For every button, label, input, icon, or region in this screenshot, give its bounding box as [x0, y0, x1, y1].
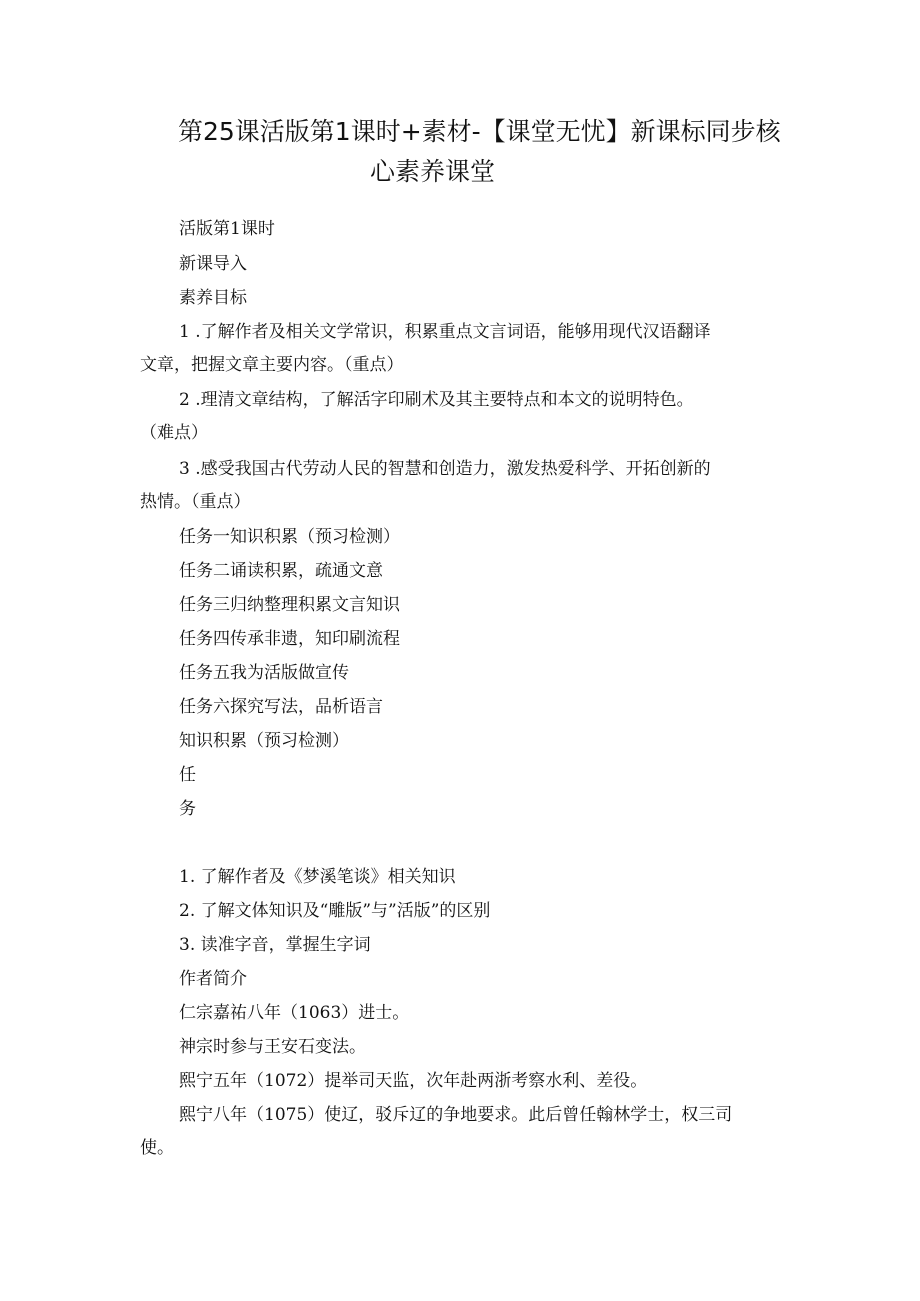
bio-line-4 — [140, 1099, 780, 1165]
list-item-2: 2. 了解文体知识及“雕版”与”活版”的区别 — [179, 901, 491, 921]
task-item-4: 任务四传承非遗，知印刷流程 — [179, 629, 400, 649]
goal-item-3 — [140, 453, 780, 519]
goal-item-1 — [140, 316, 780, 382]
goal-item-3-line-2: 热情。（重点） — [140, 492, 251, 512]
title-line-1: 第25课活版第1课时+素材-【课堂无忧】新课标同步核 — [178, 117, 781, 146]
task-item-6: 任务六探究写法，品析语言 — [179, 697, 383, 717]
task-label-char-2: 务 — [179, 799, 196, 819]
goal-item-1-line-1: 1 .了解作者及相关文学常识，积累重点文言词语，能够用现代汉语翻译 — [179, 322, 711, 342]
list-item-1: 1. 了解作者及《梦溪笔谈》相关知识 — [179, 867, 456, 887]
title-line-2: 心素养课堂 — [370, 157, 496, 186]
section-goals: 素养目标 — [179, 288, 247, 308]
task-label-char-1: 任 — [179, 765, 196, 785]
task-item-1: 任务一知识积累（预习检测） — [179, 527, 400, 547]
bio-line-4-part-1: 熙宁八年（1075）使辽，驳斥辽的争地要求。此后曾任翰林学士，权三司 — [179, 1105, 733, 1125]
document-title — [140, 112, 800, 192]
task-item-2: 任务二诵读积累，疏通文意 — [179, 561, 383, 581]
bio-line-4-part-2: 使。 — [140, 1138, 174, 1158]
bio-line-1: 仁宗嘉祐八年（1063）进士。 — [179, 1003, 410, 1023]
task-item-5: 任务五我为活版做宣传 — [179, 663, 349, 683]
section-knowledge: 知识积累（预习检测） — [179, 731, 349, 751]
goal-item-2-line-2: （难点） — [140, 423, 208, 443]
section-intro: 新课导入 — [179, 254, 247, 274]
list-item-3: 3. 读准字音，掌握生字词 — [179, 935, 371, 955]
goal-item-1-line-2: 文章，把握文章主要内容。（重点） — [140, 355, 404, 375]
goal-item-3-line-1: 3 .感受我国古代劳动人民的智慧和创造力，激发热爱科学、开拓创新的 — [179, 459, 711, 479]
lesson-heading: 活版第1课时 — [179, 219, 275, 239]
bio-line-2: 神宗时参与王安石变法。 — [179, 1037, 366, 1057]
bio-line-3: 熙宁五年（1072）提举司天监，次年赴两浙考察水利、差役。 — [179, 1071, 648, 1091]
section-author: 作者简介 — [179, 969, 247, 989]
task-item-3: 任务三归纳整理积累文言知识 — [179, 595, 400, 615]
goal-item-2-line-1: 2 .理清文章结构，了解活字印刷术及其主要特点和本文的说明特色。 — [179, 390, 694, 410]
goal-item-2 — [140, 384, 780, 450]
